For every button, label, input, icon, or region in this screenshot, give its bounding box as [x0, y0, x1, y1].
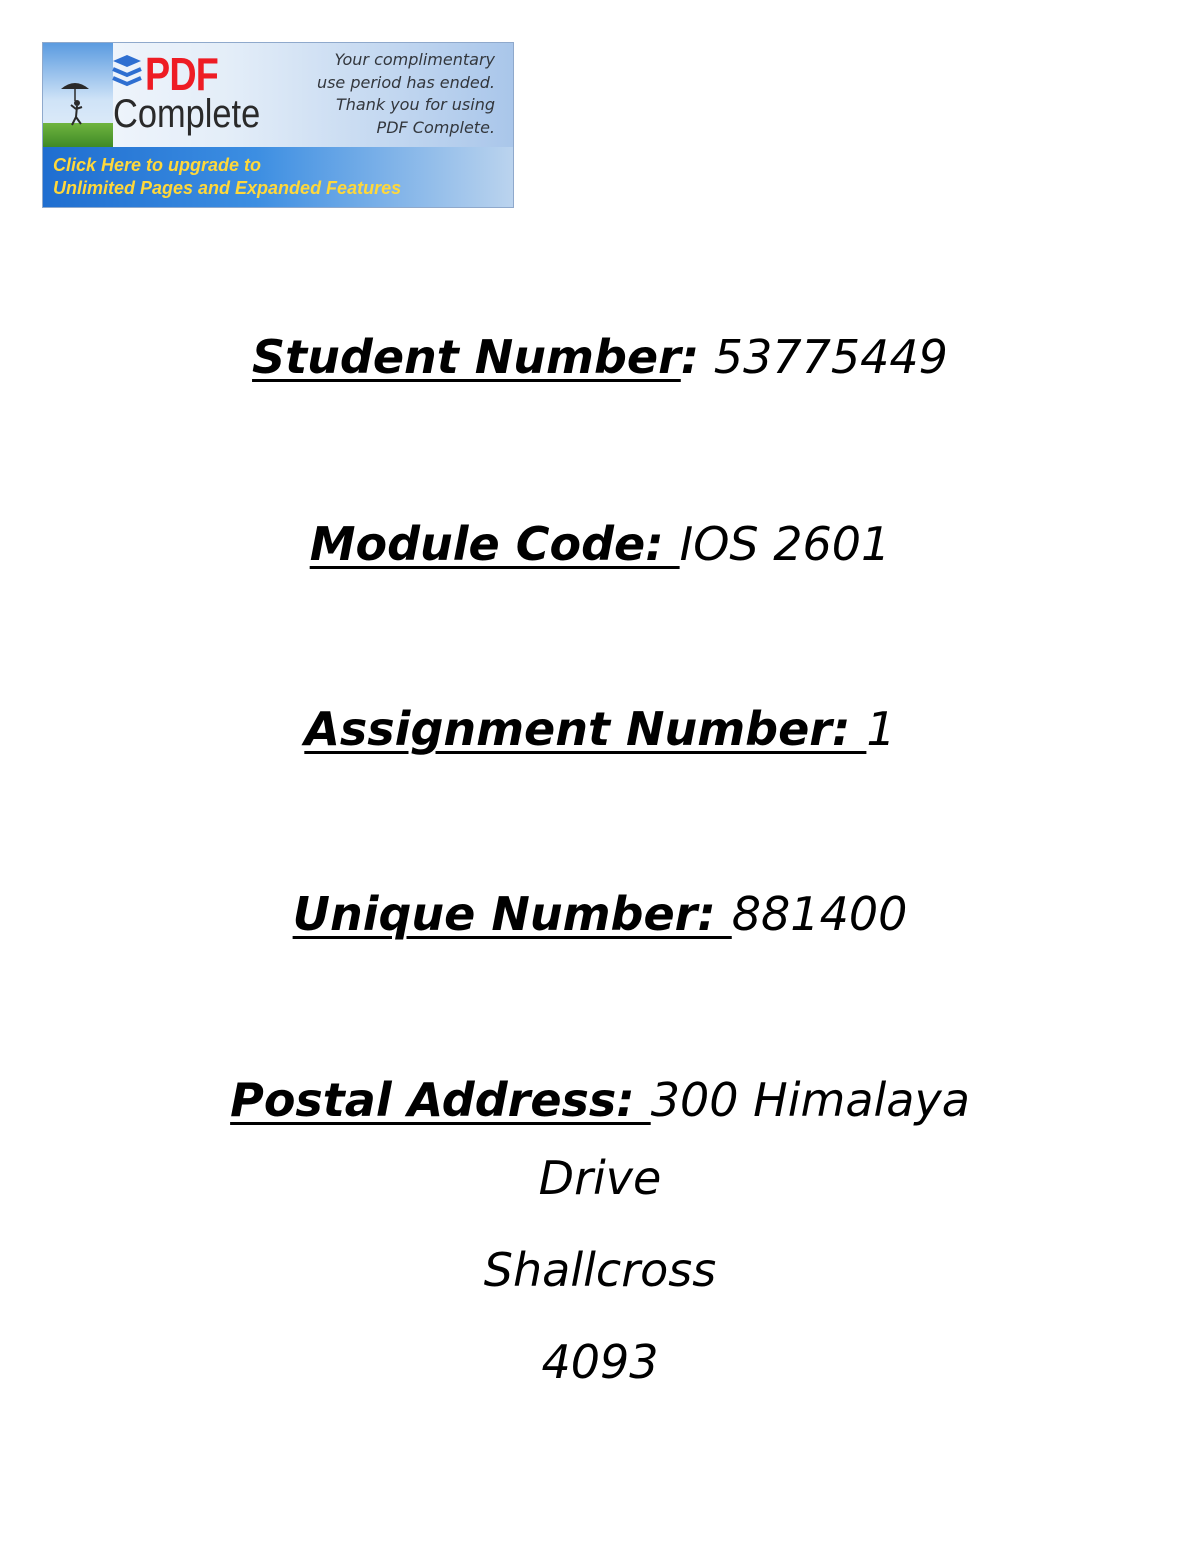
banner-top-panel	[43, 43, 514, 147]
notice-line: Thank you for using	[336, 95, 495, 114]
module-code-value: IOS 2601	[679, 517, 891, 571]
assignment-number-value: 1	[866, 702, 896, 756]
notice-line: use period has ended.	[316, 72, 495, 92]
upgrade-link-line[interactable]: Click Here to upgrade to	[53, 155, 262, 175]
postal-address-label: Postal Address:	[230, 1073, 651, 1127]
upgrade-link-panel[interactable]	[43, 147, 514, 208]
assignment-number-label: Assignment Number:	[304, 702, 867, 756]
umbrella-person-image	[43, 43, 113, 147]
pdf-complete-logo	[111, 49, 321, 145]
layers-icon	[111, 53, 143, 89]
brand-pdf-text: PDF	[145, 48, 218, 100]
upgrade-banner[interactable]	[42, 42, 514, 208]
postal-address-value: 300 Himalaya	[650, 1073, 970, 1127]
brand-complete-text: Complete	[113, 92, 261, 136]
notice-line: PDF Complete.	[376, 117, 495, 137]
address-line: Shallcross	[483, 1243, 717, 1297]
module-code-field	[0, 514, 1200, 574]
student-number-value: 53775449	[699, 330, 948, 384]
student-number-label: Student Number	[252, 330, 681, 384]
notice-line: Your complimentary	[334, 50, 495, 69]
address-line: Drive	[538, 1151, 662, 1205]
assignment-number-field	[0, 699, 1200, 759]
upgrade-link-line[interactable]: Unlimited Pages and Expanded Features	[53, 178, 402, 198]
banner-notice	[295, 49, 495, 139]
postal-address-field	[0, 1070, 1200, 1130]
unique-number-value: 881400	[731, 887, 908, 941]
unique-number-field	[0, 884, 1200, 944]
unique-number-label: Unique Number:	[292, 887, 732, 941]
student-number-field	[0, 327, 1200, 387]
student-number-separator: :	[680, 330, 700, 384]
module-code-label: Module Code:	[309, 517, 680, 571]
address-line: 4093	[541, 1335, 659, 1389]
upgrade-link[interactable]	[53, 154, 401, 200]
